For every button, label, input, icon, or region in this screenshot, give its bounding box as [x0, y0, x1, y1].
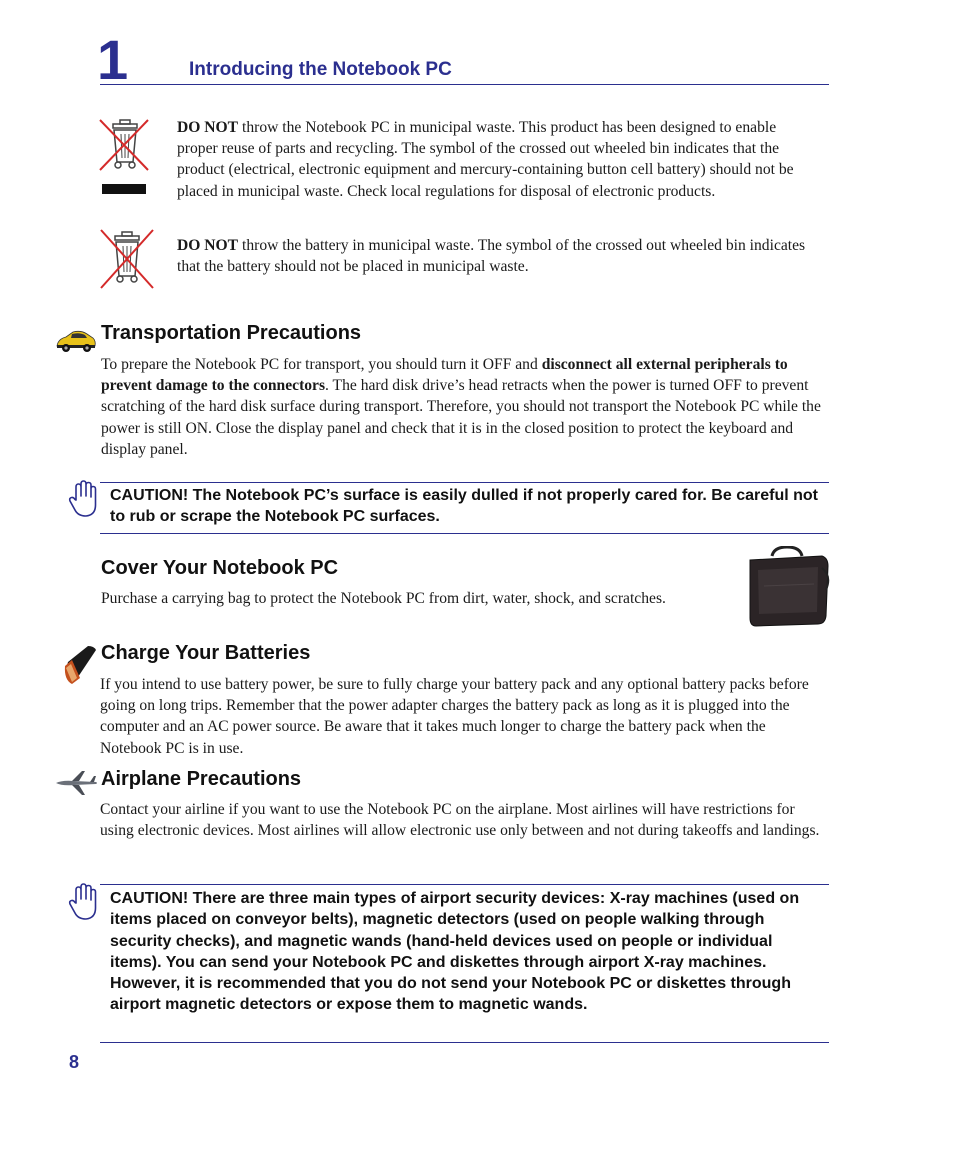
caution-2-bottom-rule [100, 1042, 829, 1043]
transportation-paragraph [101, 354, 829, 460]
charge-heading: Charge Your Batteries [101, 642, 311, 664]
carrying-bag-image [744, 546, 830, 628]
cover-paragraph: Purchase a carrying bag to protect the Notebook PC from dirt, water, shock, and scratches. [101, 590, 666, 607]
caution-2-text: CAUTION! There are three main types of airport security devices: X-ray machines (used on items placed on conveyor belts), magnetic detectors (used on people walking through security checks), and magnetic wands (hand-held devices used on people or individual items). You can send your Notebook PC and diskettes through airport X-ray machines. However, it is recommended that you do not send your Notebook PC or diskettes through airport magnetic detectors or expose them to magnetic wands. [110, 890, 800, 1014]
page-number: 8 [69, 1052, 80, 1072]
charge-paragraph: If you intend to use battery power, be sure to fully charge your battery pack and any optional battery packs before going on long trips. Remember that the power adapter charges the battery pack as long as it is plugged into the computer and an AC power source. Be aware that it takes much longer to charge the battery pack when the Notebook PC is in use. [100, 676, 809, 757]
do-not-label: DO NOT [177, 119, 239, 136]
disposal-notice-1 [177, 117, 817, 202]
disposal-notice-1-text: throw the Notebook PC in municipal waste. This product has been designed to enable proper reuse of parts and recycling. The symbol of the crossed out wheeled bin indicates that the product (electrical, electronic equipment and mercury-containing button cell battery) should not be placed in municipal waste. Check local regulations for disposal of electronic products. [177, 119, 794, 200]
do-not-label: DO NOT [177, 237, 239, 254]
sports-car-icon [55, 328, 97, 354]
disposal-notice-2-text: throw the battery in municipal waste. The symbol of the crossed out wheeled bin indicates that the battery should not be placed in municipal waste. [177, 237, 806, 276]
airplane-heading: Airplane Precautions [101, 768, 302, 790]
crossed-bin-icon [98, 118, 152, 198]
chapter-title: Introducing the Notebook PC [189, 59, 452, 80]
caution-2-top-rule [100, 884, 829, 885]
chapter-number: 1 [97, 28, 129, 91]
hand-caution-icon [68, 480, 98, 518]
header-rule [100, 84, 829, 85]
transportation-text-b: . The hard disk drive’s head retracts when the power is turned OFF to prevent scratching of the hard disk surface during transport. Therefore, you should not transport the Notebook PC while the power is still ON. Close the display panel and check that it is in the closed position to protect the keyboard and display panel. [101, 377, 821, 458]
crossed-battery-bin-icon [98, 228, 156, 290]
caution-1-bottom-rule [100, 533, 829, 534]
disposal-notice-2 [177, 235, 817, 277]
hand-caution-icon [68, 883, 98, 921]
caution-1-top-rule [100, 482, 829, 483]
cover-heading: Cover Your Notebook PC [101, 557, 339, 579]
caution-1-text: CAUTION! The Notebook PC’s surface is easily dulled if not properly cared for. Be careful not to rub or scrape the Notebook PC surfaces. [110, 487, 818, 526]
airplane-paragraph: Contact your airline if you want to use the Notebook PC on the airplane. Most airlines will have restrictions for using electronic devices. Most airlines will allow electronic use only between and not during takeoffs and landings. [100, 801, 820, 840]
battery-icon [62, 644, 98, 686]
transportation-heading: Transportation Precautions [101, 322, 362, 344]
transportation-text-a: To prepare the Notebook PC for transport, you should turn it OFF and [101, 356, 542, 373]
transportation-bold-text: disconnect all external peripherals to prevent damage to the connectors [101, 356, 788, 395]
airplane-icon [54, 770, 98, 796]
